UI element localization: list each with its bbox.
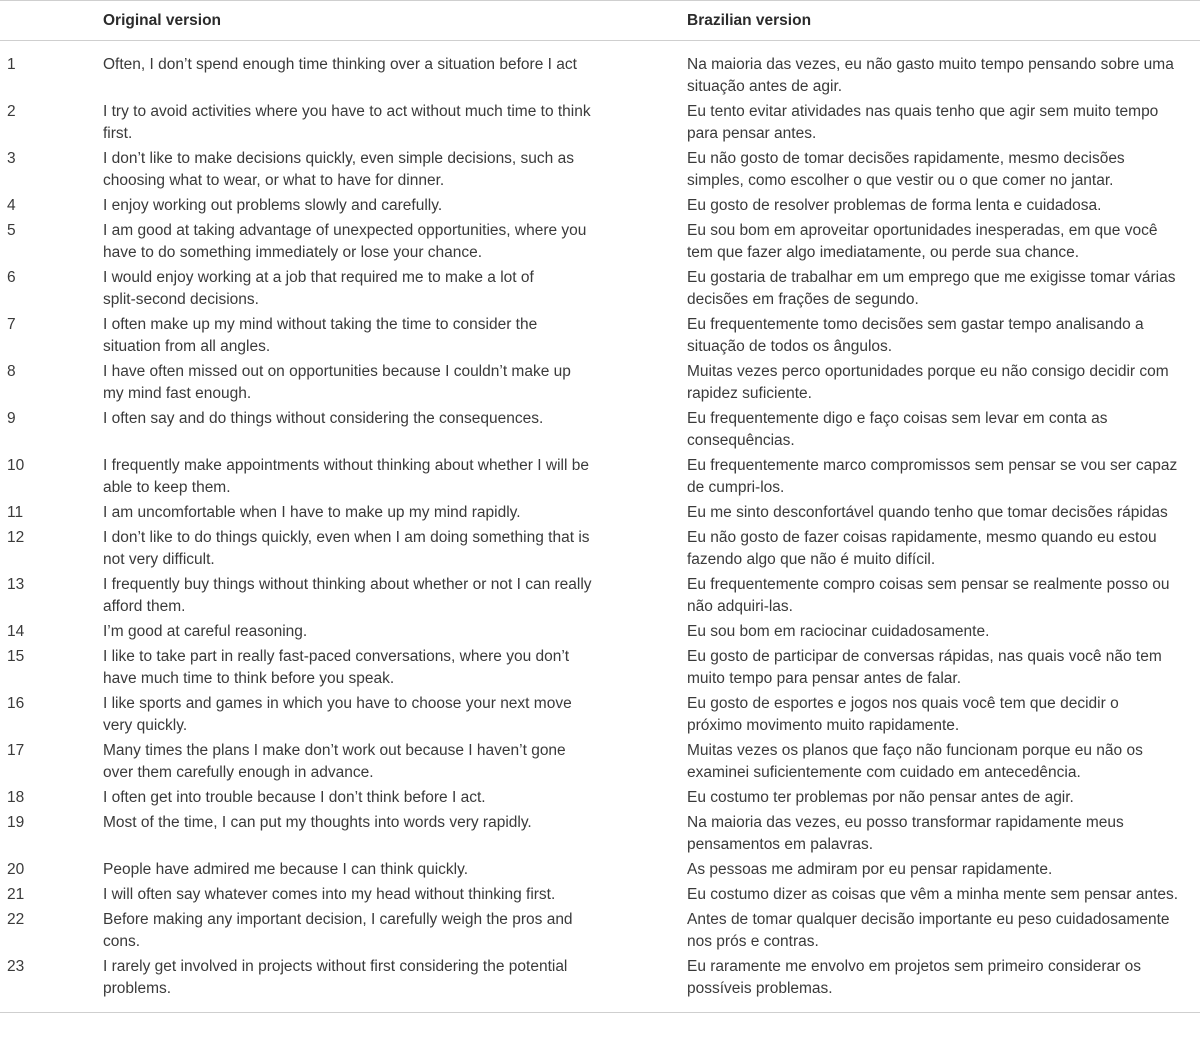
table-row [0, 408, 1200, 455]
brazilian-text-cell [687, 574, 1200, 621]
brazilian-text-line: Na maioria das vezes, eu posso transformar rapidamente meus [687, 814, 1124, 831]
table-row [0, 812, 1200, 859]
brazilian-text-cell [687, 408, 1200, 455]
original-text-line: choosing what to wear, or what to have for dinner. [103, 172, 445, 189]
brazilian-text-line: examinei suficientemente com cuidado em antecedência. [687, 764, 1081, 781]
row-number: 2 [7, 103, 16, 120]
table-row [0, 956, 1200, 1013]
original-text-line: Before making any important decision, I carefully weigh the pros and [103, 911, 573, 928]
original-text-line: Many times the plans I make don’t work out because I haven’t gone [103, 742, 566, 759]
row-number: 15 [7, 648, 25, 665]
brazilian-text-line: Eu costumo ter problemas por não pensar antes de agir. [687, 789, 1074, 806]
row-number: 21 [7, 886, 25, 903]
original-text-cell [103, 787, 687, 812]
original-text-cell [103, 740, 687, 787]
brazilian-text-line: Muitas vezes perco oportunidades porque eu não consigo decidir com [687, 363, 1169, 380]
brazilian-text-line: próximo movimento muito rapidamente. [687, 717, 960, 734]
original-text-line: have much time to think before you speak. [103, 670, 395, 687]
row-number: 23 [7, 958, 25, 975]
brazilian-text-line: pensamentos em palavras. [687, 836, 874, 853]
brazilian-text-cell [687, 956, 1200, 1013]
brazilian-text-line: Eu me sinto desconfortável quando tenho que tomar decisões rápidas [687, 504, 1168, 521]
original-text-line: People have admired me because I can think quickly. [103, 861, 469, 878]
original-text-line: problems. [103, 980, 172, 997]
original-text-cell [103, 621, 687, 646]
row-number: 13 [7, 576, 25, 593]
brazilian-text-line: Eu costumo dizer as coisas que vêm a minha mente sem pensar antes. [687, 886, 1179, 903]
brazilian-text-line: Eu não gosto de fazer coisas rapidamente, mesmo quando eu estou [687, 529, 1157, 546]
table-row [0, 101, 1200, 148]
original-text-cell [103, 267, 687, 314]
original-text-line: have to do something immediately or lose your chance. [103, 244, 483, 261]
brazilian-text-line: não adquiri-las. [687, 598, 793, 615]
brazilian-text-line: Muitas vezes os planos que faço não funcionam porque eu não os [687, 742, 1143, 759]
original-text-line: I often get into trouble because I don’t think before I act. [103, 789, 486, 806]
table-row [0, 195, 1200, 220]
brazilian-text-line: possíveis problemas. [687, 980, 833, 997]
brazilian-text-line: simples, como escolher o que vestir ou o que comer no jantar. [687, 172, 1114, 189]
table-row [0, 693, 1200, 740]
brazilian-text-line: Eu gosto de participar de conversas rápidas, nas quais você não tem [687, 648, 1162, 665]
original-text-cell [103, 101, 687, 148]
brazilian-text-line: Eu frequentemente tomo decisões sem gastar tempo analisando a [687, 316, 1144, 333]
row-number: 8 [7, 363, 16, 380]
brazilian-text-cell [687, 909, 1200, 956]
row-number: 12 [7, 529, 25, 546]
table-row [0, 502, 1200, 527]
original-text-line: first. [103, 125, 133, 142]
brazilian-text-cell [687, 646, 1200, 693]
original-text-line: Most of the time, I can put my thoughts into words very rapidly. [103, 814, 532, 831]
brazilian-text-line: Eu não gosto de tomar decisões rapidamente, mesmo decisões [687, 150, 1125, 167]
original-text-line: very quickly. [103, 717, 188, 734]
original-text-cell [103, 455, 687, 502]
row-number: 10 [7, 457, 25, 474]
row-number: 4 [7, 197, 16, 214]
original-text-cell [103, 148, 687, 195]
brazilian-text-line: para pensar antes. [687, 125, 817, 142]
brazilian-text-line: de cumpri-los. [687, 479, 785, 496]
row-number: 5 [7, 222, 16, 239]
original-text-line: I am good at taking advantage of unexpected opportunities, where you [103, 222, 587, 239]
original-text-cell [103, 314, 687, 361]
table-row [0, 574, 1200, 621]
row-number: 20 [7, 861, 25, 878]
brazilian-text-line: decisões em frações de segundo. [687, 291, 919, 308]
original-text-cell [103, 408, 687, 455]
brazilian-text-cell [687, 195, 1200, 220]
table-row [0, 314, 1200, 361]
row-number: 6 [7, 269, 16, 286]
original-text-cell [103, 220, 687, 267]
original-text-cell [103, 527, 687, 574]
table-row [0, 41, 1200, 102]
brazilian-text-line: Eu frequentemente digo e faço coisas sem levar em conta as [687, 410, 1108, 427]
original-text-cell [103, 884, 687, 909]
original-text-line: I like to take part in really fast-paced conversations, where you don’t [103, 648, 570, 665]
original-text-line: I would enjoy working at a job that required me to make a lot of [103, 269, 534, 286]
row-number: 19 [7, 814, 25, 831]
original-text-cell [103, 361, 687, 408]
brazilian-text-cell [687, 220, 1200, 267]
table-header [0, 1, 1200, 41]
table-row [0, 884, 1200, 909]
brazilian-text-line: fazendo algo que não é muito difícil. [687, 551, 936, 568]
table-row [0, 740, 1200, 787]
row-number: 17 [7, 742, 25, 759]
table-row [0, 267, 1200, 314]
brazilian-text-line: consequências. [687, 432, 795, 449]
brazilian-text-line: Antes de tomar qualquer decisão importante eu peso cuidadosamente [687, 911, 1170, 928]
original-text-line: not very difficult. [103, 551, 215, 568]
original-text-line: Often, I don’t spend enough time thinking over a situation before I act [103, 56, 577, 73]
table-row [0, 148, 1200, 195]
row-number: 14 [7, 623, 25, 640]
brazilian-text-cell [687, 148, 1200, 195]
original-text-cell [103, 502, 687, 527]
original-text-line: I am uncomfortable when I have to make up my mind rapidly. [103, 504, 521, 521]
original-text-cell [103, 195, 687, 220]
brazilian-text-cell [687, 502, 1200, 527]
brazilian-text-cell [687, 859, 1200, 884]
brazilian-text-cell [687, 361, 1200, 408]
original-text-cell [103, 646, 687, 693]
original-text-line: I’m good at careful reasoning. [103, 623, 308, 640]
original-text-cell [103, 812, 687, 859]
row-number: 22 [7, 911, 25, 928]
brazilian-text-line: Eu raramente me envolvo em projetos sem primeiro considerar os [687, 958, 1141, 975]
original-text-line: situation from all angles. [103, 338, 271, 355]
original-text-line: I frequently make appointments without thinking about whether I will be [103, 457, 589, 474]
row-number: 16 [7, 695, 25, 712]
brazilian-text-line: Eu gosto de esportes e jogos nos quais você tem que decidir o [687, 695, 1119, 712]
brazilian-text-line: Eu gosto de resolver problemas de forma lenta e cuidadosa. [687, 197, 1102, 214]
table-row [0, 455, 1200, 502]
original-text-line: able to keep them. [103, 479, 231, 496]
original-text-cell [103, 909, 687, 956]
header-row [0, 1, 1200, 41]
original-text-cell [103, 41, 687, 102]
brazilian-text-cell [687, 740, 1200, 787]
original-text-line: I will often say whatever comes into my head without thinking first. [103, 886, 556, 903]
brazilian-text-cell [687, 812, 1200, 859]
original-text-line: I try to avoid activities where you have to act without much time to think [103, 103, 591, 120]
brazilian-text-line: muito tempo para pensar antes de falar. [687, 670, 961, 687]
row-number: 11 [7, 504, 24, 521]
table-row [0, 527, 1200, 574]
original-text-line: afford them. [103, 598, 186, 615]
original-text-line: I enjoy working out problems slowly and carefully. [103, 197, 443, 214]
brazilian-text-line: Eu frequentemente compro coisas sem pensar se realmente posso ou [687, 576, 1170, 593]
brazilian-text-line: As pessoas me admiram por eu pensar rapidamente. [687, 861, 1053, 878]
brazilian-text-cell [687, 527, 1200, 574]
brazilian-text-line: nos prós e contras. [687, 933, 819, 950]
original-text-line: split-second decisions. [103, 291, 259, 308]
original-text-line: over them carefully enough in advance. [103, 764, 374, 781]
original-text-line: I often say and do things without considering the consequences. [103, 410, 544, 427]
original-text-cell [103, 574, 687, 621]
header-original-version: Original version [103, 11, 222, 29]
row-number: 9 [7, 410, 16, 427]
brazilian-text-line: Eu frequentemente marco compromissos sem pensar se vou ser capaz [687, 457, 1178, 474]
brazilian-text-cell [687, 787, 1200, 812]
original-text-line: I rarely get involved in projects without first considering the potential [103, 958, 568, 975]
original-text-line: I have often missed out on opportunities because I couldn’t make up [103, 363, 571, 380]
row-number: 3 [7, 150, 16, 167]
original-text-line: I often make up my mind without taking the time to consider the [103, 316, 538, 333]
brazilian-text-line: Eu tento evitar atividades nas quais tenho que agir sem muito tempo [687, 103, 1159, 120]
brazilian-text-line: situação de todos os ângulos. [687, 338, 893, 355]
brazilian-text-line: Na maioria das vezes, eu não gasto muito tempo pensando sobre uma [687, 56, 1174, 73]
table-body [0, 41, 1200, 1013]
table-row [0, 220, 1200, 267]
brazilian-text-line: situação antes de agir. [687, 78, 843, 95]
original-text-line: I frequently buy things without thinking about whether or not I can really [103, 576, 592, 593]
original-text-line: I don’t like to do things quickly, even when I am doing something that is [103, 529, 590, 546]
brazilian-text-cell [687, 314, 1200, 361]
original-text-line: cons. [103, 933, 141, 950]
brazilian-text-cell [687, 41, 1200, 102]
brazilian-text-cell [687, 267, 1200, 314]
table-row [0, 909, 1200, 956]
original-text-line: my mind fast enough. [103, 385, 252, 402]
table-row [0, 646, 1200, 693]
row-number: 18 [7, 789, 25, 806]
table-row [0, 859, 1200, 884]
table-row [0, 361, 1200, 408]
brazilian-text-cell [687, 621, 1200, 646]
row-number: 7 [7, 316, 16, 333]
brazilian-text-line: rapidez suficiente. [687, 385, 812, 402]
brazilian-text-line: Eu gostaria de trabalhar em um emprego que me exigisse tomar várias [687, 269, 1176, 286]
table-row [0, 787, 1200, 812]
brazilian-text-cell [687, 693, 1200, 740]
original-text-cell [103, 693, 687, 740]
brazilian-text-cell [687, 884, 1200, 909]
brazilian-text-line: Eu sou bom em aproveitar oportunidades inesperadas, em que você [687, 222, 1158, 239]
original-text-line: I like sports and games in which you have to choose your next move [103, 695, 572, 712]
brazilian-text-cell [687, 101, 1200, 148]
header-brazilian-version: Brazilian version [687, 11, 812, 29]
original-text-cell [103, 956, 687, 1013]
original-text-line: I don’t like to make decisions quickly, even simple decisions, such as [103, 150, 574, 167]
table-row [0, 621, 1200, 646]
original-text-cell [103, 859, 687, 884]
brazilian-text-line: Eu sou bom em raciocinar cuidadosamente. [687, 623, 990, 640]
header-number [0, 1, 103, 41]
brazilian-text-cell [687, 455, 1200, 502]
brazilian-text-line: tem que fazer algo imediatamente, ou perde sua chance. [687, 244, 1080, 261]
row-number: 1 [7, 56, 16, 73]
